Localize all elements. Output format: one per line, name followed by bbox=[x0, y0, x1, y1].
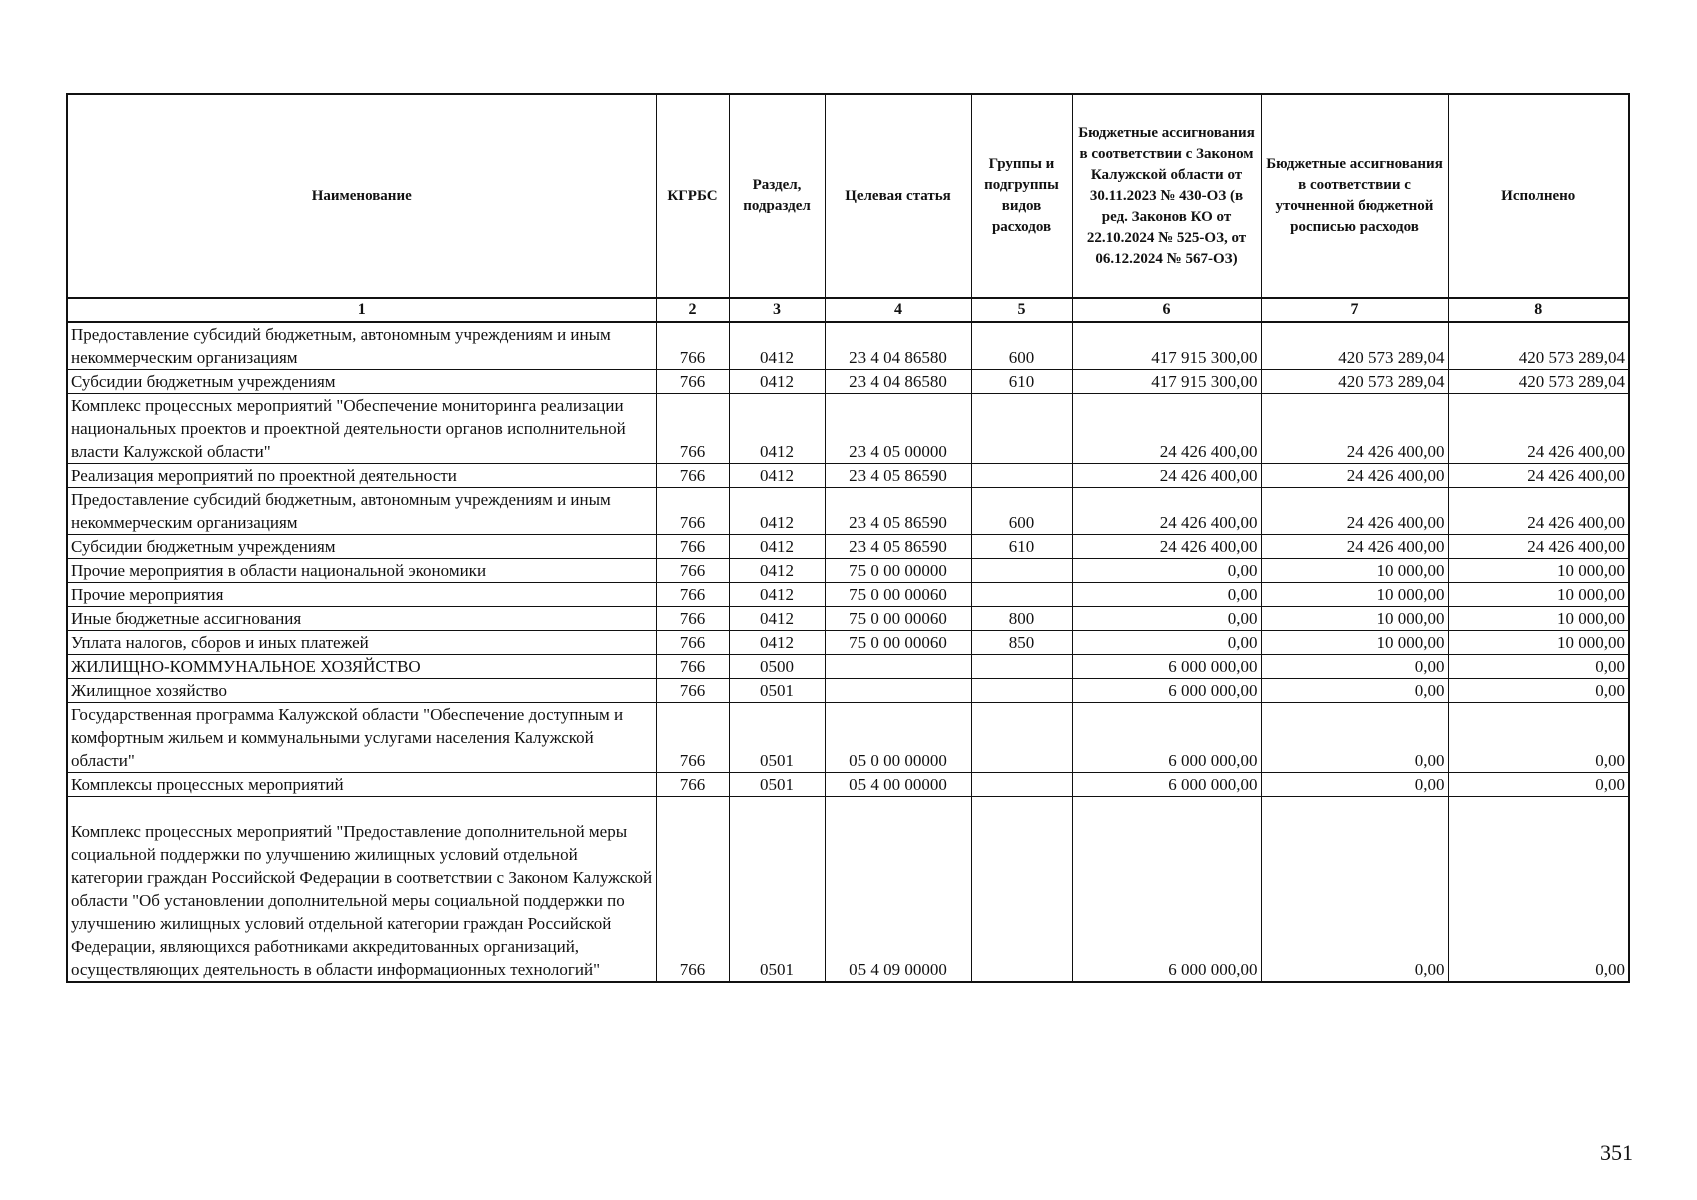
table-row bbox=[67, 488, 1629, 535]
table-row bbox=[67, 394, 1629, 464]
row-refined-amount-cell: 0,00 bbox=[1261, 703, 1448, 773]
row-target-cell: 05 4 09 00000 bbox=[825, 797, 971, 983]
header-executed: Исполнено bbox=[1448, 94, 1629, 298]
row-kgrbs-cell: 766 bbox=[656, 703, 729, 773]
row-group-cell bbox=[971, 583, 1072, 607]
row-executed-amount-cell: 24 426 400,00 bbox=[1448, 535, 1629, 559]
row-executed-amount-cell: 0,00 bbox=[1448, 703, 1629, 773]
row-law-amount-cell: 24 426 400,00 bbox=[1072, 488, 1261, 535]
header-refined-allocations: Бюджетные ассигнования в соответствии с уточненной бюджетной росписью расходов bbox=[1261, 94, 1448, 298]
row-kgrbs-cell: 766 bbox=[656, 370, 729, 394]
row-section-cell: 0412 bbox=[729, 631, 825, 655]
row-refined-amount-cell: 10 000,00 bbox=[1261, 631, 1448, 655]
row-executed-amount-cell: 0,00 bbox=[1448, 797, 1629, 983]
row-executed-amount-cell: 420 573 289,04 bbox=[1448, 370, 1629, 394]
table-row bbox=[67, 631, 1629, 655]
col-number: 4 bbox=[825, 298, 971, 322]
row-law-amount-cell: 0,00 bbox=[1072, 607, 1261, 631]
row-executed-amount-cell: 10 000,00 bbox=[1448, 583, 1629, 607]
row-executed-amount-cell: 24 426 400,00 bbox=[1448, 488, 1629, 535]
row-refined-amount-cell: 24 426 400,00 bbox=[1261, 535, 1448, 559]
row-refined-amount-cell: 10 000,00 bbox=[1261, 559, 1448, 583]
header-section: Раздел, подраздел bbox=[729, 94, 825, 298]
row-target-cell: 05 4 00 00000 bbox=[825, 773, 971, 797]
col-number: 5 bbox=[971, 298, 1072, 322]
row-law-amount-cell: 6 000 000,00 bbox=[1072, 703, 1261, 773]
row-executed-amount-cell: 0,00 bbox=[1448, 655, 1629, 679]
row-target-cell: 75 0 00 00060 bbox=[825, 631, 971, 655]
row-section-cell: 0412 bbox=[729, 583, 825, 607]
row-section-cell: 0412 bbox=[729, 370, 825, 394]
row-kgrbs-cell: 766 bbox=[656, 535, 729, 559]
row-kgrbs-cell: 766 bbox=[656, 773, 729, 797]
row-name-cell: Субсидии бюджетным учреждениям bbox=[67, 535, 656, 559]
table-body bbox=[67, 322, 1629, 982]
table-row bbox=[67, 559, 1629, 583]
row-target-cell: 75 0 00 00000 bbox=[825, 559, 971, 583]
column-number-row bbox=[67, 298, 1629, 322]
row-group-cell bbox=[971, 703, 1072, 773]
table-row bbox=[67, 583, 1629, 607]
row-refined-amount-cell: 0,00 bbox=[1261, 679, 1448, 703]
row-group-cell bbox=[971, 655, 1072, 679]
table-row bbox=[67, 773, 1629, 797]
row-refined-amount-cell: 0,00 bbox=[1261, 773, 1448, 797]
row-name-cell: Государственная программа Калужской области "Обеспечение доступным и комфортным жильем и коммунальными услугами населения Калужской области" bbox=[67, 703, 656, 773]
row-kgrbs-cell: 766 bbox=[656, 655, 729, 679]
table-row bbox=[67, 370, 1629, 394]
row-section-cell: 0412 bbox=[729, 607, 825, 631]
table-row bbox=[67, 535, 1629, 559]
row-section-cell: 0412 bbox=[729, 535, 825, 559]
col-number: 1 bbox=[67, 298, 656, 322]
row-group-cell: 610 bbox=[971, 535, 1072, 559]
row-target-cell: 23 4 05 86590 bbox=[825, 488, 971, 535]
row-group-cell bbox=[971, 679, 1072, 703]
row-law-amount-cell: 417 915 300,00 bbox=[1072, 370, 1261, 394]
row-executed-amount-cell: 10 000,00 bbox=[1448, 607, 1629, 631]
row-refined-amount-cell: 24 426 400,00 bbox=[1261, 394, 1448, 464]
header-name: Наименование bbox=[67, 94, 656, 298]
row-target-cell bbox=[825, 655, 971, 679]
col-number: 6 bbox=[1072, 298, 1261, 322]
table-row bbox=[67, 703, 1629, 773]
row-refined-amount-cell: 10 000,00 bbox=[1261, 607, 1448, 631]
row-kgrbs-cell: 766 bbox=[656, 631, 729, 655]
row-executed-amount-cell: 10 000,00 bbox=[1448, 631, 1629, 655]
row-name-cell: Комплекс процессных мероприятий "Предоставление дополнительной меры социальной поддержки по улучшению жилищных условий отдельной категории граждан Российской Федерации в соответствии с Законом Калужской области "Об установлении дополнительной меры социальной поддержки по улучшению жилищных условий отдельной категории граждан Российской Федерации, являющихся работниками аккредитованных организаций, осуществляющих деятельность в области информационных технологий" bbox=[67, 797, 656, 983]
row-name-cell: Субсидии бюджетным учреждениям bbox=[67, 370, 656, 394]
header-law-allocations: Бюджетные ассигнования в соответствии с Законом Калужской области от 30.11.2023 № 430-ОЗ (в ред. Законов КО от 22.10.2024 № 525-ОЗ, от 06.12.2024 № 567-ОЗ) bbox=[1072, 94, 1261, 298]
row-refined-amount-cell: 420 573 289,04 bbox=[1261, 322, 1448, 370]
row-law-amount-cell: 417 915 300,00 bbox=[1072, 322, 1261, 370]
col-number: 8 bbox=[1448, 298, 1629, 322]
table-header-row bbox=[67, 94, 1629, 298]
row-name-cell: Предоставление субсидий бюджетным, автономным учреждениям и иным некоммерческим организациям bbox=[67, 488, 656, 535]
row-section-cell: 0412 bbox=[729, 394, 825, 464]
row-group-cell: 600 bbox=[971, 488, 1072, 535]
row-target-cell: 23 4 04 86580 bbox=[825, 370, 971, 394]
table-row bbox=[67, 464, 1629, 488]
row-refined-amount-cell: 10 000,00 bbox=[1261, 583, 1448, 607]
row-law-amount-cell: 24 426 400,00 bbox=[1072, 394, 1261, 464]
row-name-cell: Предоставление субсидий бюджетным, автономным учреждениям и иным некоммерческим организациям bbox=[67, 322, 656, 370]
row-executed-amount-cell: 24 426 400,00 bbox=[1448, 464, 1629, 488]
table-row bbox=[67, 679, 1629, 703]
row-name-cell: Уплата налогов, сборов и иных платежей bbox=[67, 631, 656, 655]
col-number: 2 bbox=[656, 298, 729, 322]
row-group-cell: 600 bbox=[971, 322, 1072, 370]
header-kgrbs: КГРБС bbox=[656, 94, 729, 298]
row-name-cell: Реализация мероприятий по проектной деятельности bbox=[67, 464, 656, 488]
row-law-amount-cell: 6 000 000,00 bbox=[1072, 797, 1261, 983]
row-executed-amount-cell: 0,00 bbox=[1448, 679, 1629, 703]
col-number: 7 bbox=[1261, 298, 1448, 322]
row-refined-amount-cell: 0,00 bbox=[1261, 797, 1448, 983]
row-target-cell: 05 0 00 00000 bbox=[825, 703, 971, 773]
row-group-cell: 610 bbox=[971, 370, 1072, 394]
row-target-cell: 75 0 00 00060 bbox=[825, 583, 971, 607]
row-target-cell: 23 4 04 86580 bbox=[825, 322, 971, 370]
row-section-cell: 0412 bbox=[729, 488, 825, 535]
row-section-cell: 0412 bbox=[729, 559, 825, 583]
row-executed-amount-cell: 10 000,00 bbox=[1448, 559, 1629, 583]
row-kgrbs-cell: 766 bbox=[656, 322, 729, 370]
col-number: 3 bbox=[729, 298, 825, 322]
row-refined-amount-cell: 24 426 400,00 bbox=[1261, 488, 1448, 535]
row-law-amount-cell: 0,00 bbox=[1072, 559, 1261, 583]
row-executed-amount-cell: 24 426 400,00 bbox=[1448, 394, 1629, 464]
row-section-cell: 0501 bbox=[729, 703, 825, 773]
row-law-amount-cell: 0,00 bbox=[1072, 631, 1261, 655]
row-law-amount-cell: 6 000 000,00 bbox=[1072, 773, 1261, 797]
page-number: 351 bbox=[1600, 1140, 1633, 1165]
row-name-cell: Прочие мероприятия bbox=[67, 583, 656, 607]
row-refined-amount-cell: 24 426 400,00 bbox=[1261, 464, 1448, 488]
row-name-cell: Комплексы процессных мероприятий bbox=[67, 773, 656, 797]
row-refined-amount-cell: 420 573 289,04 bbox=[1261, 370, 1448, 394]
row-target-cell: 23 4 05 86590 bbox=[825, 535, 971, 559]
row-kgrbs-cell: 766 bbox=[656, 607, 729, 631]
row-law-amount-cell: 24 426 400,00 bbox=[1072, 535, 1261, 559]
row-section-cell: 0501 bbox=[729, 797, 825, 983]
row-target-cell: 23 4 05 86590 bbox=[825, 464, 971, 488]
row-group-cell bbox=[971, 773, 1072, 797]
row-target-cell bbox=[825, 679, 971, 703]
row-group-cell: 800 bbox=[971, 607, 1072, 631]
row-refined-amount-cell: 0,00 bbox=[1261, 655, 1448, 679]
row-name-cell: Жилищное хозяйство bbox=[67, 679, 656, 703]
row-name-cell: Комплекс процессных мероприятий "Обеспечение мониторинга реализации национальных проектов и проектной деятельности органов исполнительной власти Калужской области" bbox=[67, 394, 656, 464]
row-group-cell bbox=[971, 559, 1072, 583]
row-executed-amount-cell: 0,00 bbox=[1448, 773, 1629, 797]
row-executed-amount-cell: 420 573 289,04 bbox=[1448, 322, 1629, 370]
row-section-cell: 0412 bbox=[729, 322, 825, 370]
row-section-cell: 0501 bbox=[729, 773, 825, 797]
row-kgrbs-cell: 766 bbox=[656, 679, 729, 703]
row-target-cell: 75 0 00 00060 bbox=[825, 607, 971, 631]
row-name-cell: Прочие мероприятия в области национальной экономики bbox=[67, 559, 656, 583]
row-group-cell bbox=[971, 394, 1072, 464]
row-law-amount-cell: 0,00 bbox=[1072, 583, 1261, 607]
row-kgrbs-cell: 766 bbox=[656, 559, 729, 583]
row-name-cell: Иные бюджетные ассигнования bbox=[67, 607, 656, 631]
row-kgrbs-cell: 766 bbox=[656, 488, 729, 535]
row-kgrbs-cell: 766 bbox=[656, 394, 729, 464]
table-row bbox=[67, 322, 1629, 370]
header-target: Целевая статья bbox=[825, 94, 971, 298]
row-section-cell: 0501 bbox=[729, 679, 825, 703]
row-kgrbs-cell: 766 bbox=[656, 464, 729, 488]
header-groups: Группы и подгруппы видов расходов bbox=[971, 94, 1072, 298]
row-law-amount-cell: 24 426 400,00 bbox=[1072, 464, 1261, 488]
row-section-cell: 0412 bbox=[729, 464, 825, 488]
row-name-cell: ЖИЛИЩНО-КОММУНАЛЬНОЕ ХОЗЯЙСТВО bbox=[67, 655, 656, 679]
row-section-cell: 0500 bbox=[729, 655, 825, 679]
row-target-cell: 23 4 05 00000 bbox=[825, 394, 971, 464]
table-row bbox=[67, 797, 1629, 983]
row-law-amount-cell: 6 000 000,00 bbox=[1072, 679, 1261, 703]
row-group-cell bbox=[971, 797, 1072, 983]
row-group-cell: 850 bbox=[971, 631, 1072, 655]
row-kgrbs-cell: 766 bbox=[656, 583, 729, 607]
table-row bbox=[67, 607, 1629, 631]
table-row bbox=[67, 655, 1629, 679]
row-law-amount-cell: 6 000 000,00 bbox=[1072, 655, 1261, 679]
row-group-cell bbox=[971, 464, 1072, 488]
budget-table bbox=[66, 93, 1630, 983]
row-kgrbs-cell: 766 bbox=[656, 797, 729, 983]
